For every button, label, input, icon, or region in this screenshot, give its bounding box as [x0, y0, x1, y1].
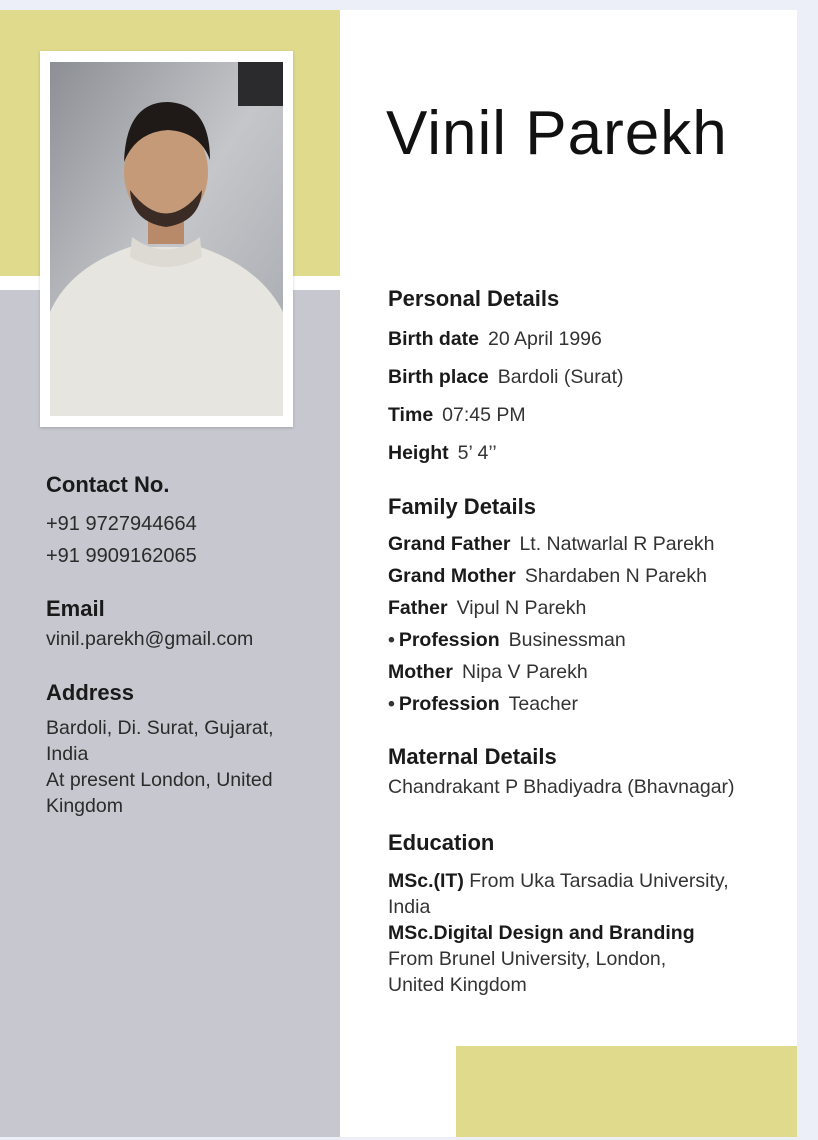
profile-photo — [40, 51, 293, 427]
family-value: Shardaben N Parekh — [524, 565, 707, 587]
degree-name: MSc.(IT) — [388, 870, 464, 892]
phone-number: +91 9727944664 — [46, 513, 197, 535]
degree-name: MSc.Digital Design and Branding — [388, 922, 695, 944]
detail-row — [388, 434, 778, 472]
family-value: Businessman — [508, 629, 626, 651]
degree-detail: From Uka Tarsadia University, — [463, 870, 729, 892]
maternal-details-title: Maternal Details — [388, 744, 557, 769]
detail-label: Time — [388, 404, 434, 426]
email-value: vinil.parekh@gmail.com — [46, 628, 254, 650]
bullet-icon: • — [388, 693, 395, 715]
bullet-icon: • — [388, 629, 395, 651]
maternal-details-section — [388, 744, 778, 799]
detail-label: Height — [388, 442, 449, 464]
accent-block-bottom — [456, 1046, 797, 1137]
family-row — [388, 656, 778, 688]
resume-page — [0, 10, 797, 1137]
detail-row — [388, 358, 778, 396]
detail-value: 5’ 4’’ — [457, 442, 497, 464]
degree-detail: From Brunel University, London, — [388, 948, 667, 970]
contact-title: Contact No. — [46, 472, 170, 497]
email-section — [46, 596, 316, 652]
address-line: Bardoli, Di. Surat, Gujarat, — [46, 717, 274, 739]
family-value: Lt. Natwarlal R Parekh — [519, 533, 715, 555]
detail-label: Birth place — [388, 366, 489, 388]
family-label: Mother — [388, 661, 453, 683]
family-label: Profession — [398, 693, 500, 715]
address-line: Kingdom — [46, 795, 123, 817]
email-title: Email — [46, 596, 105, 621]
family-value: Teacher — [508, 693, 578, 715]
phone-number: +91 9909162065 — [46, 545, 197, 567]
family-details-section — [388, 494, 778, 720]
personal-details-title: Personal Details — [388, 286, 560, 311]
address-line: India — [46, 743, 89, 765]
education-item — [388, 920, 778, 998]
detail-value: 07:45 PM — [442, 404, 526, 426]
detail-value: 20 April 1996 — [488, 328, 602, 350]
detail-value: Bardoli (Surat) — [497, 366, 624, 388]
detail-label: Birth date — [388, 328, 480, 350]
family-label: Grand Mother — [388, 565, 516, 587]
education-item — [388, 868, 778, 920]
family-label: Grand Father — [388, 533, 511, 555]
personal-details-section — [388, 286, 778, 472]
degree-detail: India — [388, 896, 431, 918]
maternal-value: Chandrakant P Bhadiyadra (Bhavnagar) — [388, 776, 735, 798]
address-line: At present London, United — [46, 769, 273, 791]
family-row — [388, 624, 778, 656]
family-row — [388, 592, 778, 624]
contact-section — [46, 472, 316, 572]
family-label: Father — [388, 597, 448, 619]
family-row — [388, 528, 778, 560]
detail-row — [388, 320, 778, 358]
detail-row — [388, 396, 778, 434]
education-section — [388, 830, 778, 998]
profile-photo-image — [50, 62, 283, 416]
candidate-name: Vinil Parekh — [386, 99, 728, 168]
address-title: Address — [46, 680, 135, 705]
family-label: Profession — [398, 629, 500, 651]
address-section — [46, 680, 316, 819]
family-value: Nipa V Parekh — [462, 661, 588, 683]
family-row — [388, 560, 778, 592]
family-details-title: Family Details — [388, 494, 536, 519]
education-title: Education — [388, 830, 495, 855]
degree-detail: United Kingdom — [388, 974, 527, 996]
family-row — [388, 688, 778, 720]
family-value: Vipul N Parekh — [456, 597, 587, 619]
